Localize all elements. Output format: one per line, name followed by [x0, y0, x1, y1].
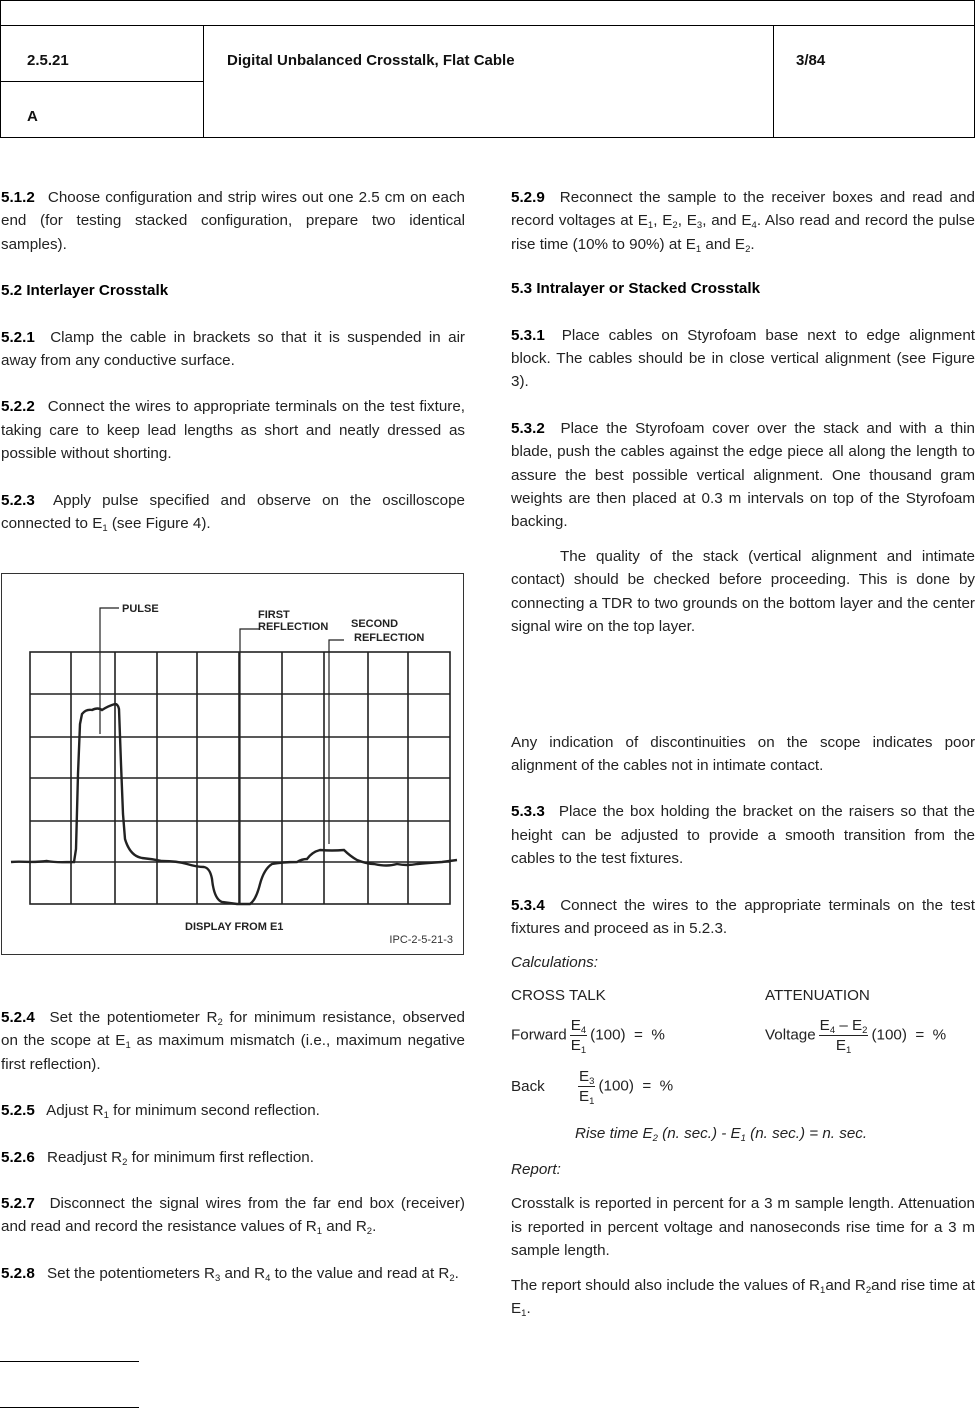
clause-number: 5.3.1	[511, 326, 545, 344]
report-label: Report:	[511, 1161, 561, 1178]
clause-number: 5.2.1	[1, 328, 35, 346]
voltage-attenuation-formula	[765, 1016, 946, 1055]
subscript: 1	[580, 1045, 587, 1056]
label-second-line1: SECOND	[351, 618, 399, 630]
numerator: E	[819, 1017, 830, 1034]
para-text: , and E	[702, 212, 752, 230]
para-5-2-5	[1, 1099, 465, 1122]
para-5-3-1	[511, 324, 975, 394]
para-text: Set the potentiometer R	[49, 1009, 218, 1026]
clause-number: 5.3.4	[511, 896, 545, 914]
crosstalk-heading: CROSS TALK	[511, 987, 606, 1004]
subscript: 2	[745, 243, 751, 255]
formula-tail: (100) = %	[590, 1026, 665, 1044]
calculations-label: Calculations:	[511, 954, 598, 972]
subscript: 2	[217, 1017, 223, 1028]
para-text: and E	[701, 235, 746, 253]
forward-crosstalk-formula	[511, 1016, 665, 1055]
label-first-line2: REFLECTION	[258, 621, 329, 633]
clause-number: 5.2.3	[1, 491, 35, 509]
report-section	[511, 1158, 975, 1320]
para-text: Clamp the cable in brackets so that it is suspended in air away from any conductive surface.	[1, 328, 465, 370]
para-text: as maximum mismatch (i.e., maximum negative first reflection).	[1, 1032, 465, 1073]
para-text: Readjust R	[47, 1148, 123, 1166]
para-text: and R	[220, 1264, 266, 1282]
para-text: .	[372, 1218, 377, 1236]
clause-number: 5.2.8	[1, 1264, 35, 1282]
doc-number: 2.5.21	[27, 52, 69, 69]
para-text: .	[750, 235, 755, 253]
para-5-2-3	[1, 489, 465, 536]
formula-text: Rise time E	[575, 1125, 653, 1142]
denominator: E	[570, 1037, 581, 1054]
subscript: 1	[103, 1110, 109, 1122]
clause-number: 5.3.2	[511, 419, 545, 437]
para-text: for minimum second reflection.	[108, 1102, 320, 1120]
para-text: for minimum first reflection.	[127, 1148, 314, 1166]
section-heading-5-2: 5.2 Interlayer Crosstalk	[1, 282, 169, 300]
label-first-line1: FIRST	[258, 609, 290, 621]
para-text: to the value and read at R	[270, 1264, 450, 1282]
label-second-line2: REFLECTION	[354, 632, 425, 644]
subscript: 4	[580, 1025, 587, 1036]
subscript: 2	[122, 1156, 128, 1168]
numerator: E	[570, 1017, 581, 1034]
subscript: 2	[366, 1226, 373, 1238]
para-text: . Also read and record the pulse rise time (10% to 90%) at E	[511, 212, 975, 253]
subscript: 2	[865, 1284, 872, 1296]
report-paragraph-2	[511, 1274, 975, 1321]
formula-tail: (100) = %	[871, 1026, 947, 1044]
subscript: 2	[862, 1025, 868, 1036]
para-5-2-6	[1, 1146, 465, 1169]
subscript: 1	[125, 1040, 131, 1052]
fraction	[819, 1016, 869, 1055]
clause-number: 5.1.2	[1, 189, 35, 206]
fraction	[578, 1067, 595, 1106]
para-text: and rise time at E	[511, 1276, 975, 1318]
subscript: 2	[449, 1272, 455, 1284]
clause-number: 5.2.5	[1, 1102, 35, 1120]
para-5-2-1	[1, 326, 465, 373]
subscript: 1	[647, 220, 654, 232]
denominator: E	[579, 1088, 590, 1105]
figure-caption: DISPLAY FROM E1	[185, 921, 284, 933]
subscript: 1	[521, 1308, 527, 1320]
label-pulse: PULSE	[122, 603, 159, 615]
oscilloscope-trace-diagram	[2, 574, 465, 956]
back-crosstalk-formula	[511, 1067, 673, 1106]
para-text: , E	[677, 212, 697, 230]
para-5-2-7	[1, 1192, 465, 1239]
para-5-3-2	[511, 417, 975, 534]
para-text: .	[454, 1264, 459, 1282]
para-text: Disconnect the signal wires from the far end box (receiver) and read and record the resistance values of R	[1, 1195, 465, 1236]
para-text: Choose configuration and strip wires out one 2.5 cm on each end (for testing stacked configuration, prepare two identical samples).	[1, 189, 465, 253]
para-5-2-4	[1, 1006, 465, 1076]
subscript: 1	[820, 1284, 826, 1296]
para-5-3-3	[511, 800, 975, 870]
header-number-row	[1, 26, 203, 82]
para-text: Adjust R	[46, 1102, 104, 1120]
para-text: , E	[653, 212, 673, 230]
denominator: E	[835, 1037, 846, 1054]
subscript: 4	[265, 1272, 271, 1284]
formula-label: Voltage	[765, 1026, 816, 1044]
numerator: E	[852, 1017, 863, 1034]
para-text: The report should also include the values of R	[511, 1276, 821, 1294]
subscript: 1	[740, 1133, 746, 1144]
formula-text: (n. sec.) - E	[657, 1125, 741, 1142]
numerator: E	[579, 1068, 590, 1085]
para-discontinuities: Any indication of discontinuities on the scope indicates poor alignment of the cables not in intimate contact.	[511, 733, 975, 774]
subscript: 3	[696, 220, 703, 232]
clause-number: 5.2.4	[1, 1009, 35, 1026]
document-header	[0, 0, 975, 138]
formula-label: Forward	[511, 1026, 567, 1044]
para-text: Place the Styrofoam cover over the stack and with a thin blade, push the cables against the edge piece all along the length to assure the best possible vertical alignment. One thousand gram weights are then placed at 0.3 m intervals on top of the Styrofoam backing.	[511, 419, 975, 531]
para-text: Apply pulse specified and observe on the oscilloscope connected to E	[1, 491, 465, 533]
para-text: Connect the wires to appropriate terminals on the test fixture, taking care to keep lead lengths as short and neatly dressed as possible without shorting.	[1, 398, 465, 463]
para-5-2-9	[511, 186, 975, 256]
clause-number: 5.2.2	[1, 398, 35, 416]
minus-sign: –	[835, 1017, 852, 1034]
para-text: Place cables on Styrofoam base next to edge alignment block. The cables should be in close vertical alignment (see Figure 3).	[511, 326, 975, 391]
footnote-rule-1	[0, 1361, 139, 1362]
left-column-lower	[1, 1006, 465, 1285]
right-column	[511, 186, 975, 975]
subscript: 2	[672, 220, 678, 232]
para-text: for minimum resistance, observed on the scope at E	[1, 1009, 465, 1050]
para-text: Reconnect the sample to the receiver boxes and read and record voltages at E	[511, 189, 975, 230]
para-5-2-8	[1, 1262, 465, 1285]
para-5-1-2	[1, 186, 465, 256]
formula-text: (n. sec.) = n. sec.	[745, 1125, 868, 1142]
para-text: and R	[322, 1218, 367, 1236]
subscript: 1	[102, 523, 108, 535]
doc-date: 3/84	[796, 52, 826, 69]
doc-revision: A	[27, 108, 38, 125]
footnote-rule-2	[0, 1407, 139, 1408]
clause-number: 5.2.9	[511, 189, 545, 206]
left-column	[1, 186, 465, 535]
subscript: 3	[215, 1272, 221, 1284]
para-stack-quality: The quality of the stack (vertical alignment and intimate contact) should be checked before proceeding. This is done by connecting a TDR to two grounds on the bottom layer and the center signal wire on the top layer.	[511, 547, 975, 636]
para-text: (see Figure 4).	[107, 515, 211, 533]
subscript: 4	[751, 220, 757, 232]
para-text: and R	[825, 1276, 866, 1294]
subscript: 2	[652, 1133, 658, 1144]
para-5-2-2	[1, 395, 465, 465]
attenuation-heading: ATTENUATION	[765, 987, 870, 1004]
subscript: 1	[845, 1045, 852, 1056]
figure-id: IPC-2-5-21-3	[389, 934, 453, 946]
para-text: .	[526, 1300, 531, 1318]
report-paragraph-1: Crosstalk is reported in percent for a 3 m sample length. Attenuation is reported in percent voltage and nanoseconds rise time for a 3 m sample length.	[511, 1195, 975, 1260]
header-number-cell	[1, 26, 204, 138]
para-text: Place the box holding the bracket on the raisers so that the height can be adjusted to provide a smooth transition from the cables to the test fixtures.	[511, 803, 975, 868]
clause-number: 5.3.3	[511, 803, 545, 821]
section-heading-5-3: 5.3 Intralayer or Stacked Crosstalk	[511, 280, 761, 298]
subscript: 1	[695, 243, 702, 255]
header-date-cell	[774, 26, 974, 138]
subscript: 4	[829, 1025, 836, 1036]
para-text: Connect the wires to the appropriate terminals on the test fixtures and proceed as in 5.2.3.	[511, 896, 975, 937]
doc-title: Digital Unbalanced Crosstalk, Flat Cable	[227, 52, 515, 69]
formula-tail: (100) = %	[598, 1077, 674, 1095]
para-text: Set the potentiometers R	[47, 1264, 216, 1282]
header-top-bar	[1, 1, 974, 26]
rise-time-formula	[575, 1125, 867, 1142]
clause-number: 5.2.7	[1, 1195, 35, 1213]
header-title-cell	[204, 26, 774, 138]
clause-number: 5.2.6	[1, 1148, 35, 1166]
subscript: 1	[316, 1226, 323, 1238]
figure-oscilloscope-display	[1, 573, 464, 955]
fraction	[570, 1016, 587, 1055]
subscript: 3	[589, 1076, 595, 1087]
formula-label: Back	[511, 1077, 545, 1095]
subscript: 1	[589, 1096, 595, 1107]
para-5-3-4	[511, 894, 975, 941]
